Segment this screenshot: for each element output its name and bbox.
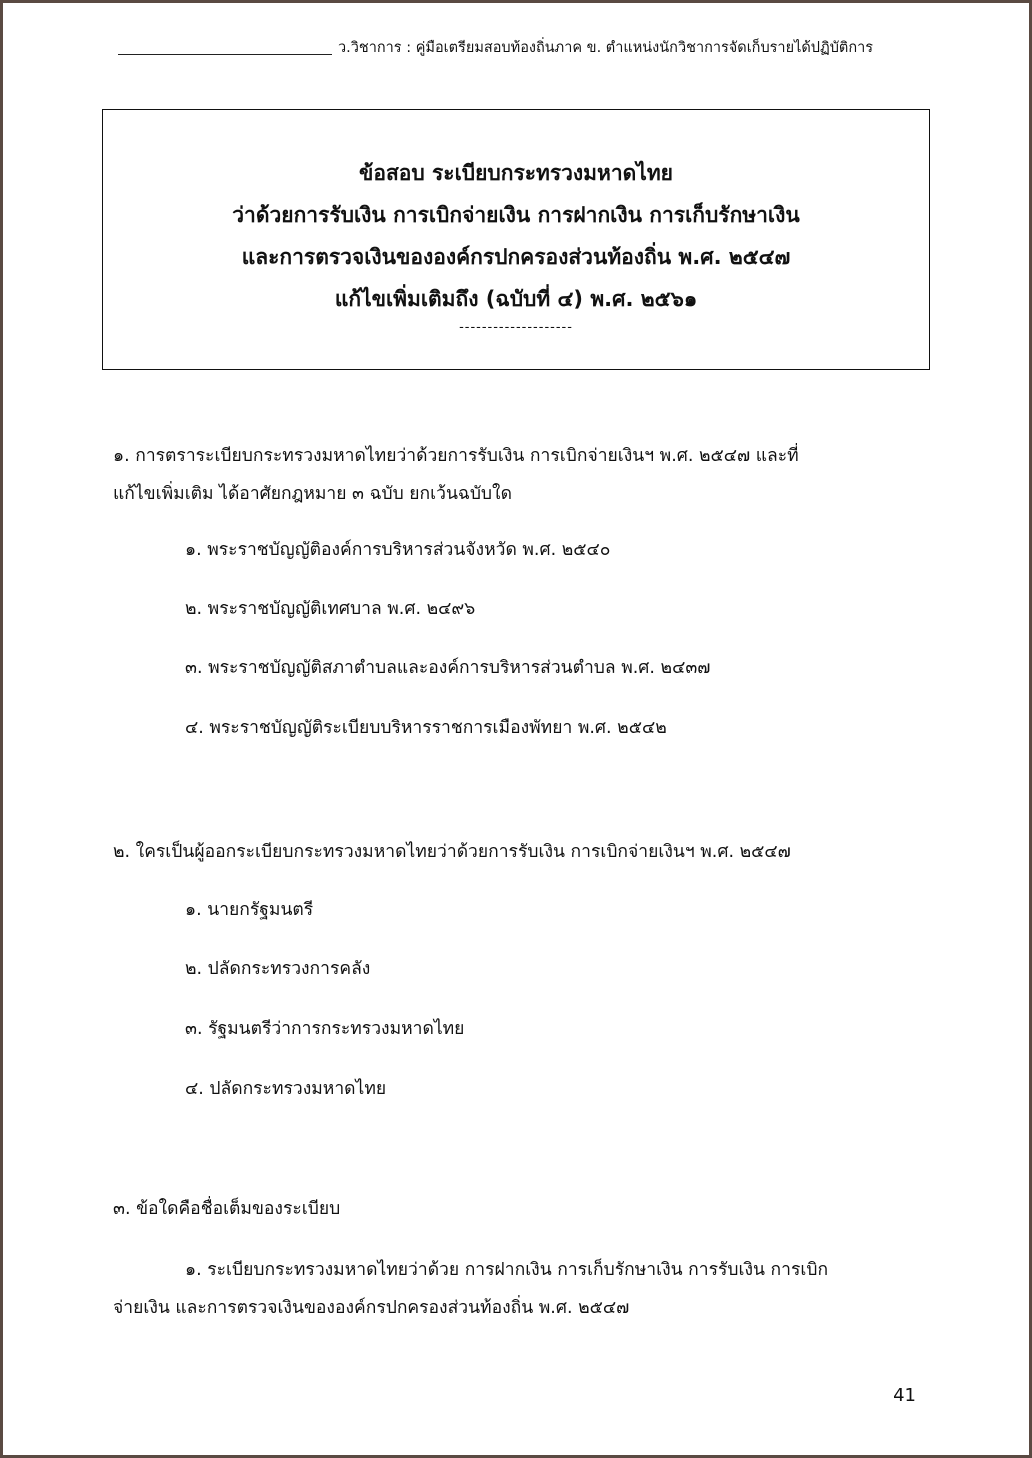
title-line-3: และการตรวจเงินขององค์กรปกครองส่วนท้องถิ่น พ.ศ. ๒๕๔๗	[241, 245, 791, 269]
question-1	[113, 437, 913, 513]
question-1-option-4: ๔. พระราชบัญญัติระเบียบบริหารราชการเมืองพัทยา พ.ศ. ๒๕๔๒	[185, 718, 667, 738]
question-2	[113, 833, 913, 871]
title-separator: --------------------	[459, 320, 573, 335]
question-2-option-2: ๒. ปลัดกระทรวงการคลัง	[185, 959, 371, 979]
title-line-1: ข้อสอบ ระเบียบกระทรวงมหาดไทย	[358, 161, 673, 185]
question-3-option-1-line-2: จ่ายเงิน และการตรวจเงินขององค์กรปกครองส่วนท้องถิ่น พ.ศ. ๒๕๔๗	[113, 1298, 630, 1318]
question-1-line-2: แก้ไขเพิ่มเติม ได้อาศัยกฎหมาย ๓ ฉบับ ยกเว้นฉบับใด	[113, 484, 512, 504]
title-line-2: ว่าด้วยการรับเงิน การเบิกจ่ายเงิน การฝากเงิน การเก็บรักษาเงิน	[232, 203, 800, 227]
question-2-option-3: ๓. รัฐมนตรีว่าการกระทรวงมหาดไทย	[185, 1019, 465, 1039]
question-1-option-1: ๑. พระราชบัญญัติองค์การบริหารส่วนจังหวัด พ.ศ. ๒๕๔๐	[185, 540, 611, 560]
header-title: ว.วิชาการ : คู่มือเตรียมสอบท้องถิ่นภาค ข. ตำแหน่งนักวิชาการจัดเก็บรายได้ปฏิบัติการ	[338, 40, 874, 56]
question-2-option-4: ๔. ปลัดกระทรวงมหาดไทย	[185, 1079, 387, 1099]
page-number: 41	[893, 1385, 916, 1406]
title-box	[102, 109, 930, 370]
question-3-option-1-line-1: ๑. ระเบียบกระทรวงมหาดไทยว่าด้วย การฝากเงิน การเก็บรักษาเงิน การรับเงิน การเบิก	[185, 1260, 829, 1280]
running-header	[118, 38, 918, 60]
question-3-option-1	[113, 1251, 913, 1327]
question-2-line-1: ๒. ใครเป็นผู้ออกระเบียบกระทรวงมหาดไทยว่าด้วยการรับเงิน การเบิกจ่ายเงินฯ พ.ศ. ๒๕๔๗	[113, 842, 791, 862]
title-lines	[103, 152, 929, 320]
question-2-option-1: ๑. นายกรัฐมนตรี	[185, 900, 314, 920]
question-3	[113, 1190, 913, 1228]
question-1-line-1: ๑. การตราระเบียบกระทรวงมหาดไทยว่าด้วยการรับเงิน การเบิกจ่ายเงินฯ พ.ศ. ๒๕๔๗ และที่	[113, 446, 799, 466]
question-3-line-1: ๓. ข้อใดคือชื่อเต็มของระเบียบ	[113, 1199, 341, 1219]
question-1-option-3: ๓. พระราชบัญญัติสภาตำบลและองค์การบริหารส่วนตำบล พ.ศ. ๒๔๓๗	[185, 658, 711, 678]
question-1-option-2: ๒. พระราชบัญญัติเทศบาล พ.ศ. ๒๔๙๖	[185, 599, 476, 619]
title-line-4: แก้ไขเพิ่มเติมถึง (ฉบับที่ ๔) พ.ศ. ๒๕๖๑	[334, 287, 698, 311]
header-rule	[118, 54, 332, 55]
